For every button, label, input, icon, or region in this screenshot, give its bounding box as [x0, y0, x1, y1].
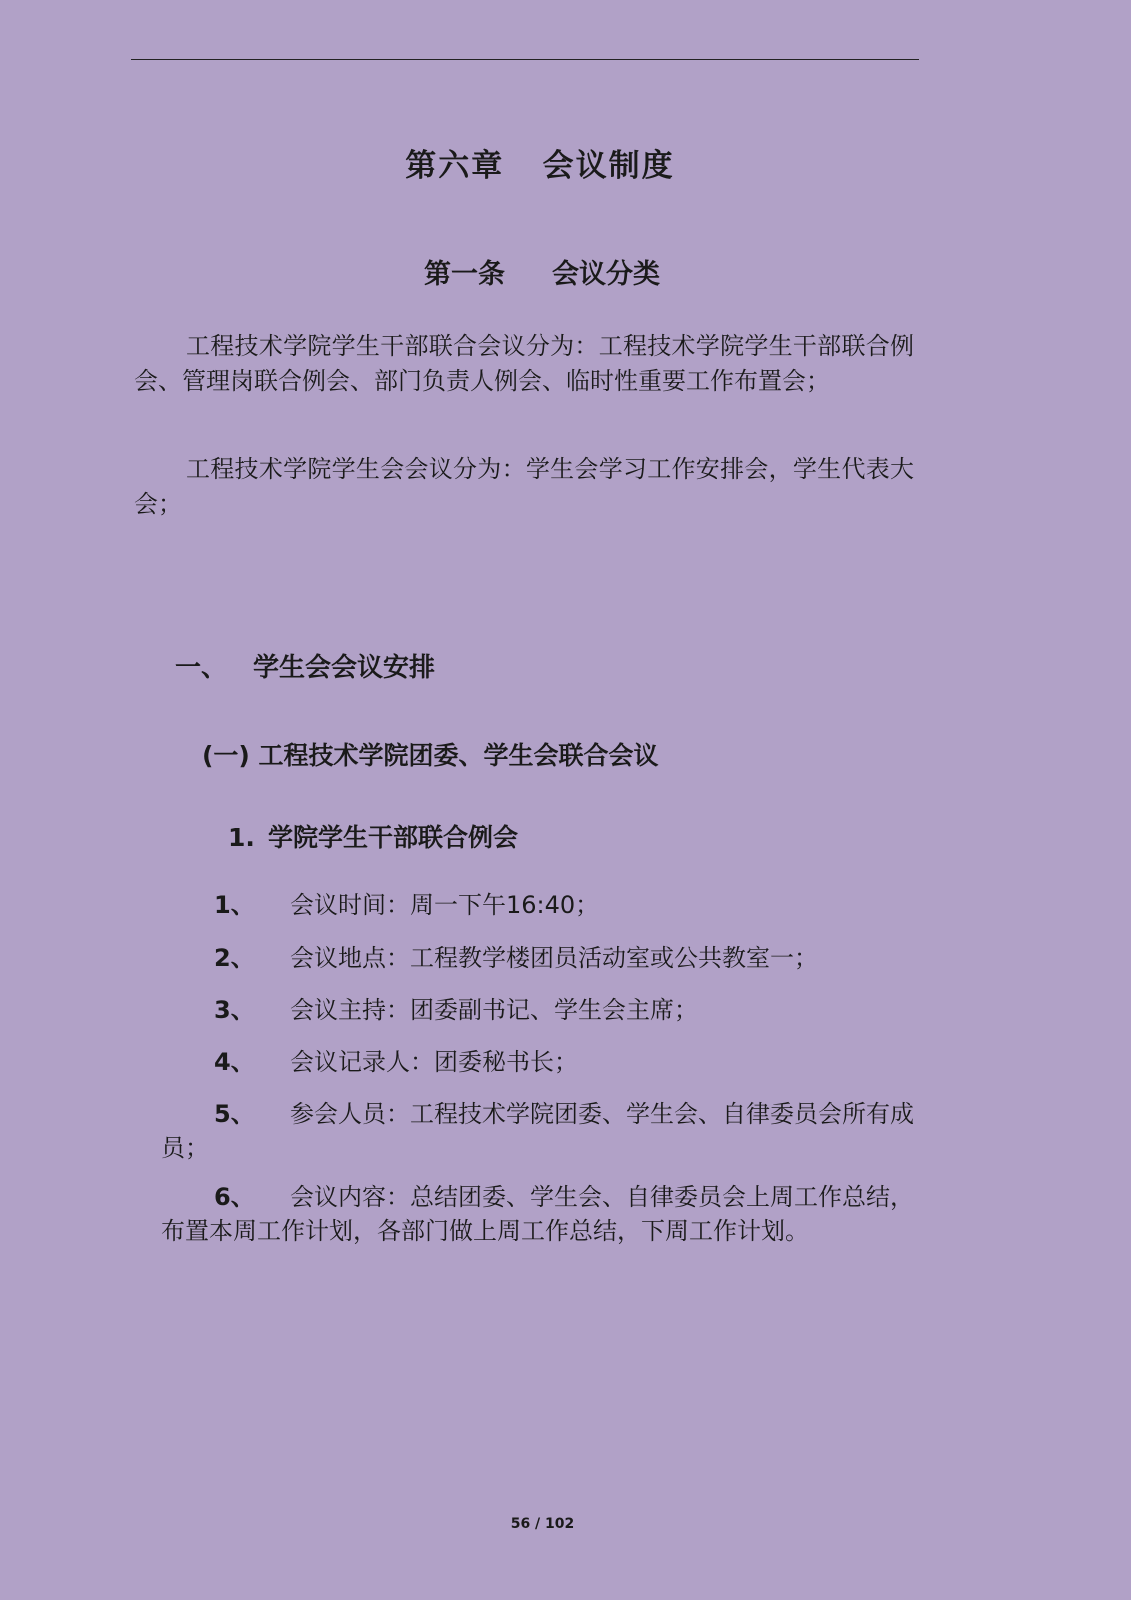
item-title: 学院学生干部联合例会 — [268, 823, 519, 852]
list-item — [161, 1097, 914, 1165]
list-index: 4、 — [214, 1048, 255, 1076]
list-text: 会议记录人：团委秘书长； — [290, 1048, 578, 1076]
section-heading — [175, 647, 435, 684]
list-item — [161, 941, 914, 975]
header-rule — [131, 59, 919, 60]
list-text: 参会人员：工程技术学院团委、学生会、自律委员会所有成员； — [161, 1100, 914, 1162]
section-number: 一、 — [175, 653, 228, 683]
list-text: 会议主持：团委副书记、学生会主席； — [290, 996, 698, 1024]
section-title: 学生会会议安排 — [253, 653, 436, 683]
article-title: 第一条 会议分类 — [424, 259, 660, 290]
item-heading — [228, 818, 518, 854]
paragraph: 工程技术学院学生会会议分为：学生会学习工作安排会，学生代表大会； — [134, 455, 914, 518]
subsection-heading: (一) 工程技术学院团委、学生会联合会议 — [202, 741, 659, 770]
list-item — [161, 1045, 914, 1079]
list-item — [161, 888, 914, 922]
item-number: 1. — [228, 823, 255, 852]
list-index: 1、 — [214, 891, 255, 919]
list-item — [161, 1180, 914, 1248]
paragraph: 工程技术学院学生干部联合会议分为：工程技术学院学生干部联合例会、管理岗联合例会、部门负责人例会、临时性重要工作布置会； — [134, 332, 914, 395]
list-text: 会议时间：周一下午16:40； — [290, 891, 600, 919]
list-index: 6、 — [214, 1183, 255, 1211]
list-index: 3、 — [214, 996, 255, 1024]
list-index: 5、 — [214, 1100, 255, 1128]
list-index: 2、 — [214, 944, 255, 972]
page-number: 56 / 102 — [510, 1516, 575, 1532]
list-text: 会议地点：工程教学楼团员活动室或公共教室一； — [290, 944, 818, 972]
list-item — [161, 993, 914, 1027]
list-text: 会议内容：总结团委、学生会、自律委员会上周工作总结，布置本周工作计划，各部门做上周工作总结，下周工作计划。 — [161, 1183, 914, 1245]
chapter-title: 第六章 会议制度 — [405, 148, 675, 184]
